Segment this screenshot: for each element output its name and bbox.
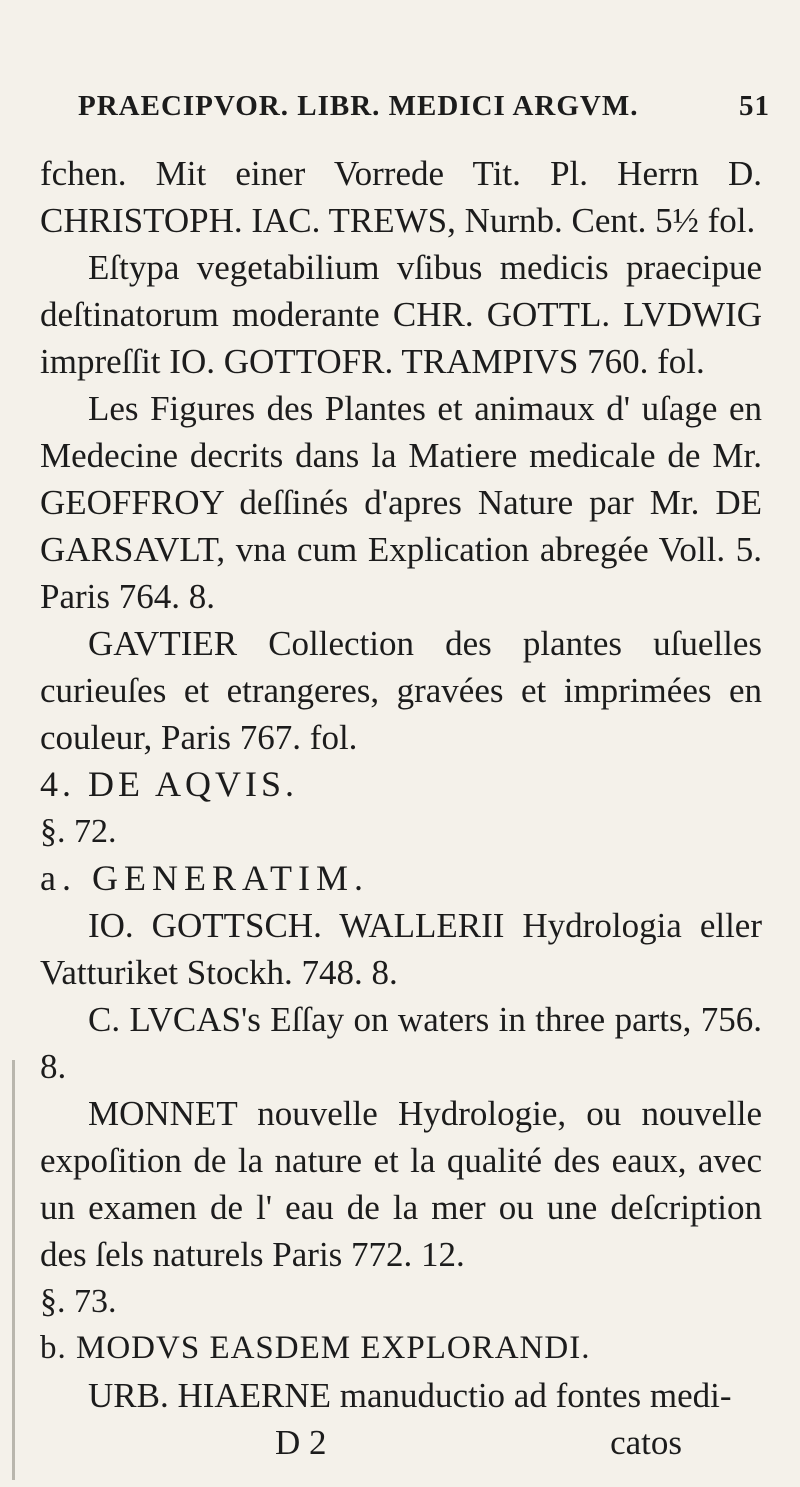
bibliography-entry: IO. GOTTSCH. WALLERII Hydrologia eller Vatturiket Stockh. 748. 8. xyxy=(40,906,762,992)
bibliography-entry: URB. HIAERNE manuductio ad fontes medi- xyxy=(88,1376,732,1415)
section-number: §. 72. xyxy=(40,813,117,850)
page-footer xyxy=(40,1419,762,1466)
subsection-heading: b. MODVS EASDEM EXPLORANDI. xyxy=(40,1330,591,1366)
running-header xyxy=(78,90,770,123)
bibliography-entry: Eſtypa vegetabilium vſibus medicis praecipue deſtinatorum moderante CHR. GOTTL. LVDWIG impreſſit IO. GOTTOFR. TRAMPIVS 760. fol. xyxy=(40,248,762,381)
running-title: PRAECIPVOR. LIBR. MEDICI ARGVM. xyxy=(78,90,639,122)
section-number: §. 73. xyxy=(40,1283,117,1320)
bibliography-entry: MONNET nouvelle Hydrologie, ou nouvelle expoſition de la nature et la qualité des eaux, avec un examen de l' eau de la mer ou une deſcription des ſels naturels Paris 772. 12. xyxy=(40,1094,762,1274)
bibliography-entry: Les Figures des Plantes et animaux d' uſage en Medecine decrits dans la Matiere medicale de Mr. GEOFFROY deſſinés d'apres Nature par Mr. DE GARSAVLT, vna cum Explication abregée Voll. 5. Paris 764. 8. xyxy=(40,389,762,616)
bibliography-entry: C. LVCAS's Eſſay on waters in three parts, 756. 8. xyxy=(40,1000,762,1086)
signature-mark: D 2 xyxy=(275,1423,327,1462)
subsection-heading: a. GENERATIM. xyxy=(40,858,369,898)
chapter-heading: 4. DE AQVIS. xyxy=(40,764,299,804)
catchword: catos xyxy=(610,1423,682,1462)
page-number: 51 xyxy=(739,90,770,122)
entry-continuation: fchen. Mit einer Vorrede Tit. Pl. Herrn D. CHRISTOPH. IAC. TREWS, Nurnb. Cent. 5½ fol. xyxy=(40,154,762,240)
page-content xyxy=(40,150,762,1466)
binding-shadow xyxy=(12,1060,15,1480)
bibliography-entry: GAVTIER Collection des plantes uſuelles curieuſes et etrangeres, gravées et imprimées en couleur, Paris 767. fol. xyxy=(40,624,762,757)
